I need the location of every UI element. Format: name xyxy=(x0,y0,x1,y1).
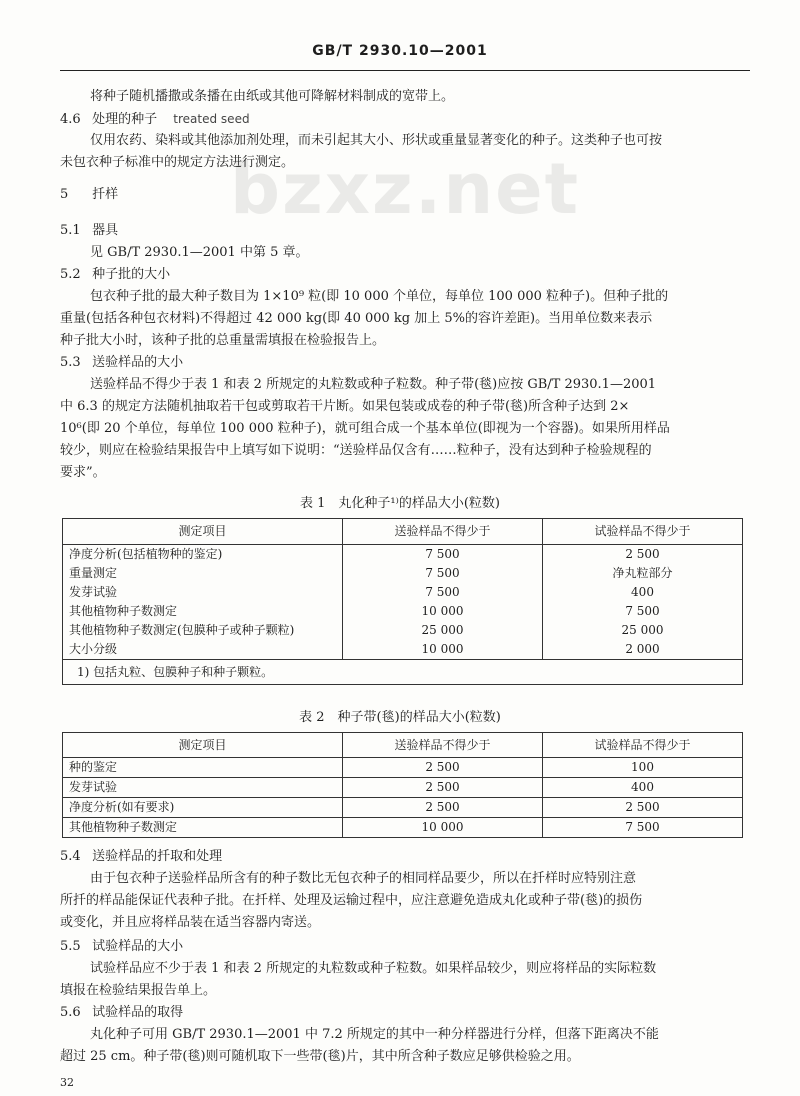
paragraph-line: 种子批大小时，该种子批的总重量需填报在检验报告上。 xyxy=(60,333,386,348)
section-number: 5.1 xyxy=(60,223,81,238)
paragraph-line: 由于包衣种子送验样品所含有的种子数比无包衣种子的相同样品要少，所以在扦样时应特别注意 xyxy=(90,871,637,886)
paragraph-line: 送验样品不得少于表 1 和表 2 所规定的丸粒数或种子粒数。种子带(毯)应按 GB/T 2930.1—2001 xyxy=(90,377,657,392)
paragraph-line: 重量(包括各种包衣材料)不得超过 42 000 kg(即 40 000 kg 加上 5%的容许差距)。当用单位数来表示 xyxy=(60,311,653,326)
table-row xyxy=(63,798,743,818)
table-cell: 2 500 xyxy=(543,798,743,818)
table-cell: 净度分析(如有要求) xyxy=(63,798,343,818)
section-number: 5.2 xyxy=(60,267,81,282)
section-title: 送验样品的大小 xyxy=(92,355,184,370)
paragraph-line: 未包衣种子标准中的规定方法进行测定。 xyxy=(60,155,295,170)
table-cell: 大小分级 xyxy=(63,640,343,660)
table-cell: 100 xyxy=(543,758,743,778)
table-cell: 其他植物种子数测定 xyxy=(63,818,343,838)
table-header-row xyxy=(63,519,743,545)
header-rule xyxy=(60,70,750,71)
table-footnote: 1) 包括丸粒、包膜种子和种子颗粒。 xyxy=(63,660,743,685)
table-cell: 种的鉴定 xyxy=(63,758,343,778)
table-cell: 7 500 xyxy=(343,564,543,583)
table-row xyxy=(63,621,743,640)
section-heading-5-6 xyxy=(60,1002,750,1024)
table-1 xyxy=(62,518,743,685)
section-heading-5-1 xyxy=(60,220,750,242)
table-note-row xyxy=(63,660,743,685)
table-header-cell: 试验样品不得少于 xyxy=(543,733,743,758)
table-row xyxy=(63,640,743,660)
paragraph-line: 将种子随机播撒或条播在由纸或其他可降解材料制成的宽带上。 xyxy=(90,89,455,104)
paragraph-line: 所扦的样品能保证代表种子批。在扦样、处理及运输过程中，应注意避免造成丸化或种子带(毯)的损伤 xyxy=(60,893,643,908)
watermark: bzxz.net xyxy=(230,148,581,230)
section-number: 5.4 xyxy=(60,849,81,864)
section-heading-5 xyxy=(60,184,750,206)
paragraph-line: 要求”。 xyxy=(60,465,106,480)
section-heading-5-3 xyxy=(60,352,750,374)
table-cell: 7 500 xyxy=(343,583,543,602)
table-cell: 发芽试验 xyxy=(63,583,343,602)
paragraph-line: 填报在检验结果报告单上。 xyxy=(60,983,217,998)
paragraph-line: 见 GB/T 2930.1—2001 中第 5 章。 xyxy=(90,245,309,260)
section-title: 器具 xyxy=(92,223,119,238)
page-number: 32 xyxy=(60,1076,74,1089)
table-2-caption: 表 2 种子带(毯)的样品大小(粒数) xyxy=(299,710,501,725)
section-heading-5-5 xyxy=(60,936,750,958)
table-cell: 其他植物种子数测定 xyxy=(63,602,343,621)
section-title: 送验样品的扦取和处理 xyxy=(92,849,223,864)
table-cell: 400 xyxy=(543,778,743,798)
table-cell: 7 500 xyxy=(543,602,743,621)
section-title: 扦样 xyxy=(92,187,119,202)
table-row xyxy=(63,778,743,798)
section-heading-5-2 xyxy=(60,264,750,286)
table-cell: 净度分析(包括植物种的鉴定) xyxy=(63,545,343,565)
table-header-cell: 送验样品不得少于 xyxy=(343,519,543,545)
table-row xyxy=(63,758,743,778)
table-2 xyxy=(62,732,743,838)
section-number: 5.6 xyxy=(60,1005,81,1020)
paragraph-line: 中 6.3 的规定方法随机抽取若干包或剪取若干片断。如果包装或成卷的种子带(毯)所含种子达到 2× xyxy=(60,399,630,414)
table-row xyxy=(63,583,743,602)
table-1-caption: 表 1 丸化种子¹⁾的样品大小(粒数) xyxy=(300,496,500,511)
table-cell: 其他植物种子数测定(包膜种子或种子颗粒) xyxy=(63,621,343,640)
section-title-en: treated seed xyxy=(173,112,250,126)
section-title: 种子批的大小 xyxy=(92,267,171,282)
section-number: 4.6 xyxy=(60,112,81,127)
table-cell: 净丸粒部分 xyxy=(543,564,743,583)
section-number: 5 xyxy=(60,187,69,202)
table-cell: 2 500 xyxy=(543,545,743,565)
table-cell: 2 500 xyxy=(343,778,543,798)
table-header-cell: 送验样品不得少于 xyxy=(343,733,543,758)
paragraph-line: 超过 25 cm。种子带(毯)则可随机取下一些带(毯)片，其中所含种子数应足够供检验之用。 xyxy=(60,1049,580,1064)
paragraph-line: 包衣种子批的最大种子数目为 1×10⁹ 粒(即 10 000 个单位，每单位 100 000 粒种子)。但种子批的 xyxy=(90,289,669,304)
running-header: GB/T 2930.10—2001 xyxy=(312,43,488,59)
section-title: 试验样品的取得 xyxy=(92,1005,184,1020)
section-number: 5.3 xyxy=(60,355,81,370)
paragraph-line: 10⁶(即 20 个单位，每单位 100 000 粒种子)，就可组合成一个基本单位(即视为一个容器)。如果所用样品 xyxy=(60,421,670,436)
paragraph-line: 试验样品应不少于表 1 和表 2 所规定的丸粒数或种子粒数。如果样品较少，则应将样品的实际粒数 xyxy=(90,961,657,976)
table-row xyxy=(63,545,743,565)
table-cell: 25 000 xyxy=(543,621,743,640)
section-number: 5.5 xyxy=(60,939,81,954)
paragraph-line: 较少，则应在检验结果报告中上填写如下说明：“送验样品仅含有……粒种子，没有达到种子检验规程的 xyxy=(60,443,652,458)
table-cell: 10 000 xyxy=(343,602,543,621)
table-cell: 25 000 xyxy=(343,621,543,640)
section-title: 试验样品的大小 xyxy=(92,939,184,954)
table-row xyxy=(63,602,743,621)
table-row xyxy=(63,564,743,583)
table-cell: 发芽试验 xyxy=(63,778,343,798)
section-heading-4-6 xyxy=(60,108,750,131)
table-header-cell: 测定项目 xyxy=(63,519,343,545)
table-header-cell: 试验样品不得少于 xyxy=(543,519,743,545)
table-cell: 2 000 xyxy=(543,640,743,660)
table-cell: 10 000 xyxy=(343,818,543,838)
table-cell: 2 500 xyxy=(343,798,543,818)
table-header-cell: 测定项目 xyxy=(63,733,343,758)
section-heading-5-4 xyxy=(60,846,750,868)
table-cell: 2 500 xyxy=(343,758,543,778)
paragraph-line: 仅用农药、染料或其他添加剂处理，而未引起其大小、形状或重量显著变化的种子。这类种子也可按 xyxy=(90,133,663,148)
paragraph-line: 丸化种子可用 GB/T 2930.1—2001 中 7.2 所规定的其中一种分样器进行分样，但落下距离决不能 xyxy=(90,1027,659,1042)
table-cell: 重量测定 xyxy=(63,564,343,583)
table-cell: 400 xyxy=(543,583,743,602)
table-header-row xyxy=(63,733,743,758)
section-title: 处理的种子 xyxy=(92,112,158,127)
paragraph-line: 或变化，并且应将样品装在适当容器内寄送。 xyxy=(60,915,321,930)
table-cell: 10 000 xyxy=(343,640,543,660)
table-cell: 7 500 xyxy=(343,545,543,565)
table-cell: 7 500 xyxy=(543,818,743,838)
table-row xyxy=(63,818,743,838)
